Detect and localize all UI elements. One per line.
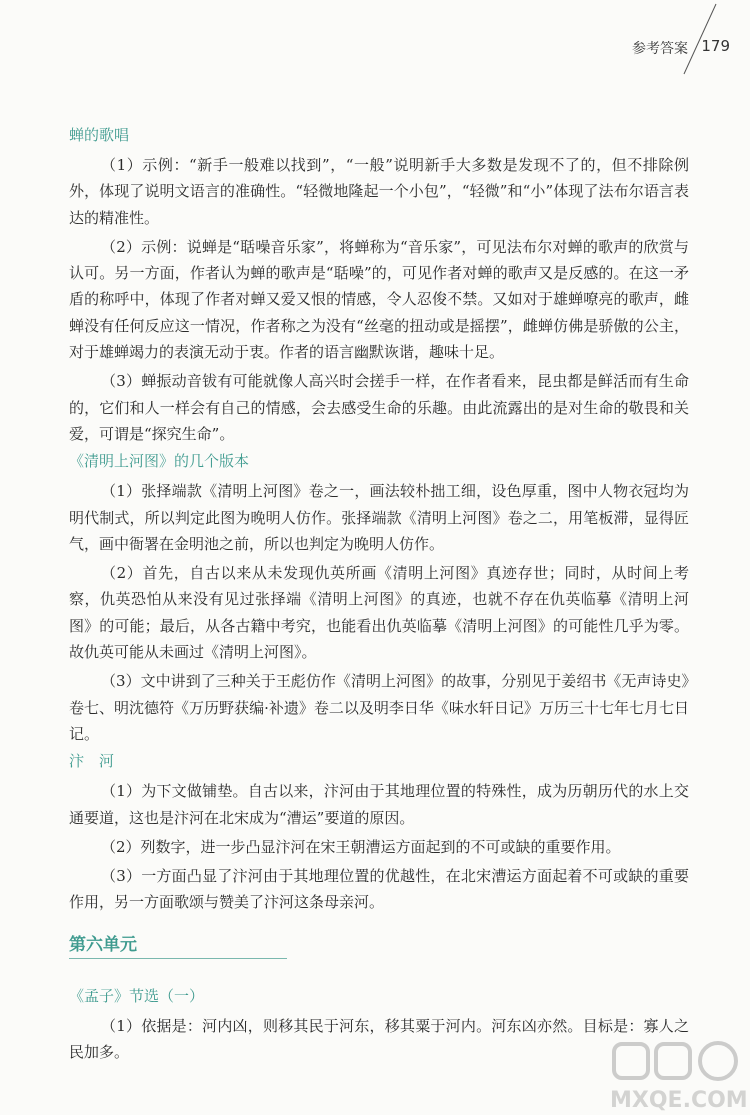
watermark-logo-icon xyxy=(610,1038,745,1088)
answer-paragraph: （1）依据是：河内凶，则移其民于河东，移其粟于河内。河东凶亦然。目标是：寡人之民加多。 xyxy=(69,1016,689,1062)
watermark-text: MXQE.COM xyxy=(610,1088,748,1113)
section-title: 《清明上河图》的几个版本 xyxy=(69,452,250,471)
answer-paragraph: （3）一方面凸显了汴河由于其地理位置的优越性，在北宋漕运方面起着不可或缺的重要作用，另一方面歌颂与赞美了汴河这条母亲河。 xyxy=(69,867,689,912)
section-bianhe xyxy=(69,750,689,915)
answer-content xyxy=(69,124,689,1068)
running-head: 参考答案 xyxy=(632,41,688,57)
section-qingming xyxy=(69,450,689,747)
unit-heading: 第六单元 xyxy=(69,930,287,959)
section-title: 蝉的歌唱 xyxy=(69,126,130,144)
answer-paragraph: （3）蝉振动音钹有可能就像人高兴时会搓手一样，在作者看来，昆虫都是鲜活而有生命的，它们和人一样会有自己的情感，会去感受生命的乐趣。由此流露出的是对生命的敬畏和关爱，可谓是“探究生命”。 xyxy=(69,372,689,443)
page-number: 179 xyxy=(701,37,730,55)
answer-paragraph: （1）示例：“新手一般难以找到”，“一般”说明新手大多数是发现不了的，但不排除例外，体现了说明文语言的准确性。“轻微地隆起一个小包”，“轻微”和“小”体现了法布尔语言表达的精准性。 xyxy=(69,156,689,227)
answer-paragraph: （2）示例：说蝉是“聒噪音乐家”，将蝉称为“音乐家”，可见法布尔对蝉的歌声的欣赏与认可。另一方面，作者认为蝉的歌声是“聒噪”的，可见作者对蝉的歌声又是反感的。在这一矛盾的称呼中，体现了作者对蝉又爱又恨的情感，令人忍俊不禁。又如对于雄蝉嘹亮的歌声，雌蝉没有任何反应这一情况，作者称之为没有“丝毫的扭动或是摇摆”，雌蝉仿佛是骄傲的公主，对于雄蝉竭力的表演无动于衷。作者的语言幽默诙谐，趣味十足。 xyxy=(69,237,689,362)
section-cicada xyxy=(69,124,689,447)
answer-paragraph: （3）文中讲到了三种关于王彪仿作《清明上河图》的故事，分别见于姜绍书《无声诗史》卷七、明沈德符《万历野获编·补遗》卷二以及明李日华《味水轩日记》万历三十七年七月七日记。 xyxy=(69,672,689,743)
section-title: 汴 河 xyxy=(69,752,115,771)
answer-paragraph: （1）张择端款《清明上河图》卷之一，画法较朴拙工细，设色厚重，图中人物衣冠均为明代制式，所以判定此图为晚明人仿作。张择端款《清明上河图》卷之二，用笔板滞，显得匠气，画中衙署在金明池之前，所以也判定为晚明人仿作。 xyxy=(69,482,689,553)
section-mencius xyxy=(69,985,689,1066)
answer-paragraph: （2）首先，自古以来从未发现仇英所画《清明上河图》真迹存世；同时，从时间上考察，仇英恐怕从来没有见过张择端《清明上河图》的真迹，也就不存在仇英临摹《清明上河图》的可能；最后，从各古籍中考究，也能看出仇英临摹《清明上河图》的可能性几乎为零。故仇英可能从未画过《清明上河图》。 xyxy=(69,564,689,662)
watermark xyxy=(610,1038,748,1113)
section-title: 《孟子》节选（一） xyxy=(69,986,205,1005)
page-header xyxy=(0,0,750,80)
answer-paragraph: （1）为下文做铺垫。自古以来，汴河由于其地理位置的特殊性，成为历朝历代的水上交通要道，这也是汴河在北宋成为“漕运”要道的原因。 xyxy=(69,782,689,827)
answer-paragraph: （2）列数字，进一步凸显汴河在宋王朝漕运方面起到的不可或缺的重要作用。 xyxy=(101,837,621,856)
